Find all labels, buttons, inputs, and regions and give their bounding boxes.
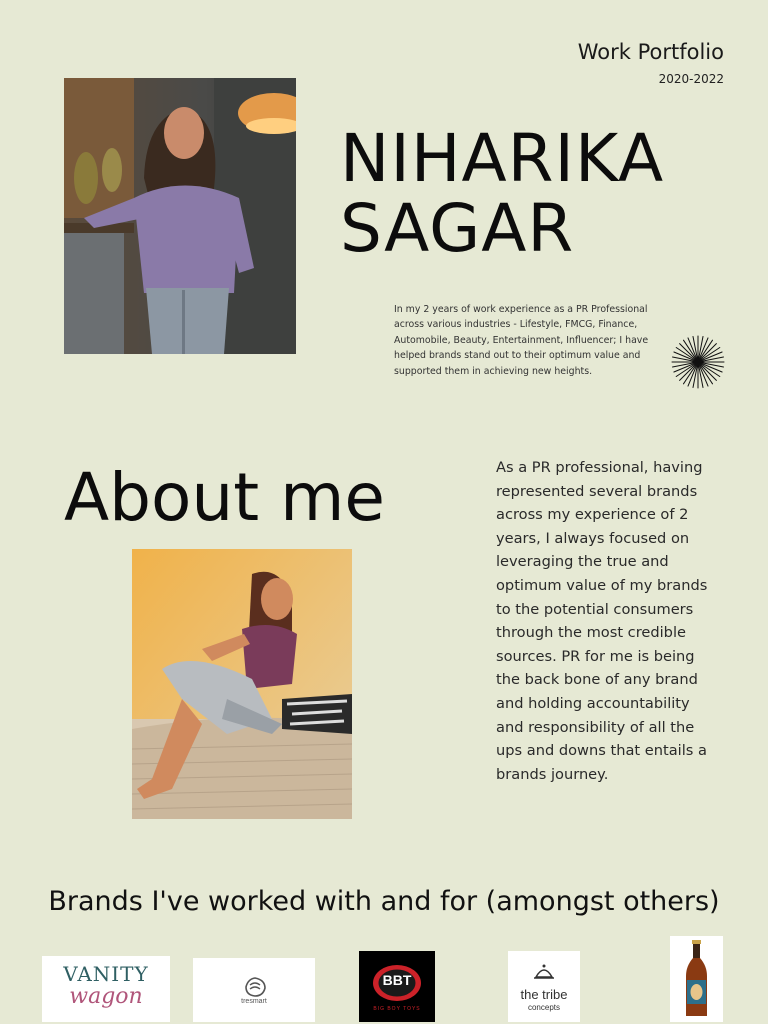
profile-photo-standing — [64, 78, 296, 354]
profile-photo-sitting — [132, 549, 352, 819]
brand-logo-vanity-wagon: VANITY wagon — [42, 956, 170, 1022]
brand-logo-big-boy-toys: BBT BIG BOY TOYS — [359, 951, 435, 1022]
intro-paragraph: In my 2 years of work experience as a PR Professional across various industries - Lifestyle, FMCG, Finance, Automobile, Beauty, Entertainment, Influencer; I have helped brands stand out to their optimum value and supported them in achieving new heights. — [394, 304, 649, 377]
name-first: NIHARIKA — [340, 120, 665, 197]
tribe-cloche-icon — [532, 961, 556, 985]
brand-logo-the-tribe-concepts: the tribe concepts — [508, 951, 580, 1022]
portfolio-years: 2020-2022 — [658, 72, 724, 86]
brand-logo-beer-bottle — [670, 936, 723, 1022]
about-paragraph: As a PR professional, having represented several brands across my experience of 2 years, I always focused on leveraging the true and optimum value of my brands to the potential consumers through the most credible sources. PR for me is being the back bone of any brand and holding accountability and responsibility of all the ups and downs that entails a brands journey. — [496, 459, 708, 783]
name-last: SAGAR — [340, 190, 575, 267]
sunburst-icon — [670, 334, 726, 390]
about-heading: About me — [64, 459, 386, 536]
portfolio-title: Work Portfolio — [577, 40, 724, 64]
tresmart-mark-icon — [243, 976, 267, 998]
beer-bottle-icon — [670, 936, 723, 1022]
brands-heading: Brands I've worked with and for (amongst others) — [48, 886, 720, 917]
brand-logo-tresmart: tresmart — [193, 958, 315, 1022]
